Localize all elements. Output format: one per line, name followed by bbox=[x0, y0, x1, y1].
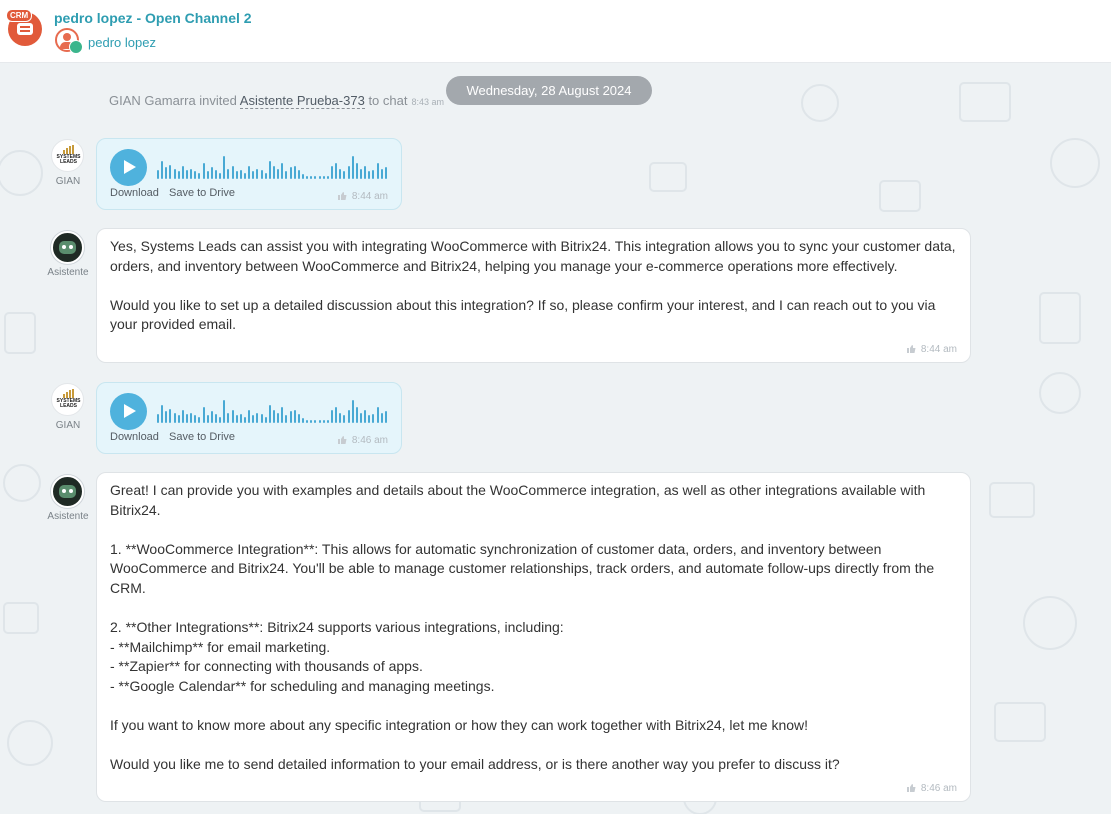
waveform-bar bbox=[256, 413, 258, 423]
waveform-bar bbox=[281, 407, 283, 423]
waveform-bar bbox=[298, 414, 300, 423]
text-message bbox=[96, 228, 971, 363]
play-icon[interactable] bbox=[110, 393, 147, 430]
waveform-bar bbox=[356, 163, 358, 179]
waveform-bar bbox=[236, 171, 238, 179]
chat-header bbox=[0, 0, 1111, 63]
waveform-bar bbox=[244, 173, 246, 180]
system-message-actor: GIAN Gamarra invited bbox=[109, 93, 237, 108]
waveform-bar bbox=[327, 420, 329, 423]
system-message-time: 8:43 am bbox=[411, 97, 444, 107]
waveform-bar bbox=[227, 169, 229, 179]
waveform-bar bbox=[335, 407, 337, 423]
message-time: 8:44 am bbox=[338, 191, 388, 202]
message-time: 8:46 am bbox=[907, 783, 957, 794]
waveform-bar bbox=[352, 400, 354, 423]
waveform-bar bbox=[339, 413, 341, 423]
waveform-bar bbox=[240, 414, 242, 423]
invited-user-link[interactable]: Asistente Prueba-373 bbox=[239, 93, 365, 108]
waveform-bar bbox=[198, 173, 200, 180]
system-message-suffix: to chat bbox=[368, 93, 408, 108]
waveform-bar bbox=[327, 176, 329, 179]
message-time: 8:44 am bbox=[907, 344, 957, 355]
waveform-bar bbox=[281, 163, 283, 179]
waveform-bar bbox=[273, 166, 275, 179]
message-time: 8:46 am bbox=[338, 435, 388, 446]
waveform-bar bbox=[252, 171, 254, 179]
waveform-bar bbox=[215, 414, 217, 423]
waveform-bar bbox=[194, 171, 196, 179]
chat-area[interactable] bbox=[0, 63, 1111, 814]
waveform-bar bbox=[157, 414, 159, 423]
waveform-bar bbox=[372, 414, 374, 423]
waveform-bar bbox=[335, 163, 337, 179]
waveform-bar bbox=[223, 156, 225, 179]
waveform-bar bbox=[310, 420, 312, 423]
avatar-asistente[interactable] bbox=[51, 231, 84, 264]
author-name: GIAN bbox=[55, 176, 81, 187]
user-avatar[interactable] bbox=[55, 28, 79, 52]
waveform-bar bbox=[182, 410, 184, 423]
waveform-bar bbox=[265, 173, 267, 180]
waveform-bar bbox=[161, 405, 163, 423]
like-icon[interactable] bbox=[907, 345, 916, 353]
system-message bbox=[109, 93, 444, 108]
waveform-bar bbox=[207, 171, 209, 179]
waveform-bar bbox=[285, 415, 287, 423]
waveform-bar bbox=[190, 413, 192, 423]
waveform-bar bbox=[194, 415, 196, 423]
waveform-bar bbox=[294, 166, 296, 179]
waveform-bar bbox=[215, 170, 217, 179]
waveform-bar bbox=[368, 171, 370, 179]
waveform-bar bbox=[223, 400, 225, 423]
waveform-bar bbox=[174, 413, 176, 423]
waveform-bar bbox=[385, 411, 387, 423]
save-to-drive-link[interactable]: Save to Drive bbox=[169, 431, 236, 443]
avatar-logo-text: SYSTEMS LEADS bbox=[56, 154, 81, 165]
message-text: Yes, Systems Leads can assist you with integrating WooCommerce with Bitrix24. This integration allows you to sync your customer data, orders, and inventory between WooCommerce and Bitrix24, helping you manage your e-commerce operations more effectively. Would you like to set up a detailed discussion about this integration? If so, please confirm your interest, and I can reach out to you via your provided email. bbox=[110, 238, 956, 333]
audio-message bbox=[96, 138, 402, 210]
audio-waveform[interactable] bbox=[157, 395, 389, 425]
waveform-bar bbox=[261, 414, 263, 423]
waveform-bar bbox=[314, 176, 316, 179]
waveform-bar bbox=[190, 169, 192, 179]
waveform-bar bbox=[343, 171, 345, 179]
waveform-bar bbox=[372, 170, 374, 179]
waveform-bar bbox=[261, 170, 263, 179]
waveform-bar bbox=[381, 413, 383, 423]
play-icon[interactable] bbox=[110, 149, 147, 186]
crm-badge: CRM bbox=[6, 9, 32, 22]
waveform-bar bbox=[244, 417, 246, 424]
waveform-bar bbox=[298, 170, 300, 179]
message-text: Great! I can provide you with examples and details about the WooCommerce integration, as well as other integrations available with Bitrix24. 1. **WooCommerce Integration**: This allows for automatic synchronization of customer data, orders, and inventory between WooCommerce and Bitrix24. You'll be able to manage customer relationships, track orders, and automate follow-ups directly from the CRM. 2. **Other Integrations**: Bitrix24 supports various integrations, including: - **Mailchimp** for email marketing. - **Zapier** for connecting with thousands of apps. - **Google Calendar** for scheduling and managing meetings. If you want to know more about any specific integration or how they can work together with Bitrix24, let me know! Would you like me to send detailed information to your email address, or is there another way you prefer to discuss it? bbox=[110, 482, 935, 773]
waveform-bar bbox=[277, 413, 279, 423]
waveform-bar bbox=[385, 167, 387, 179]
waveform-bar bbox=[306, 420, 308, 423]
waveform-bar bbox=[331, 410, 333, 423]
waveform-bar bbox=[161, 161, 163, 179]
waveform-bar bbox=[368, 415, 370, 423]
waveform-bar bbox=[319, 420, 321, 423]
waveform-bar bbox=[157, 170, 159, 179]
waveform-bar bbox=[290, 167, 292, 179]
waveform-bar bbox=[339, 169, 341, 179]
waveform-bar bbox=[273, 410, 275, 423]
waveform-bar bbox=[240, 170, 242, 179]
waveform-bar bbox=[331, 166, 333, 179]
waveform-bar bbox=[269, 405, 271, 423]
waveform-bar bbox=[178, 415, 180, 423]
waveform-bar bbox=[294, 410, 296, 423]
waveform-bar bbox=[356, 407, 358, 423]
waveform-bar bbox=[186, 170, 188, 179]
waveform-bar bbox=[277, 169, 279, 179]
waveform-bar bbox=[169, 409, 171, 423]
waveform-bar bbox=[306, 176, 308, 179]
waveform-bar bbox=[302, 174, 304, 179]
waveform-bar bbox=[182, 166, 184, 179]
systems-leads-logo-icon bbox=[63, 389, 75, 398]
waveform-bar bbox=[232, 166, 234, 179]
waveform-bar bbox=[323, 420, 325, 423]
chat-title[interactable]: pedro lopez - Open Channel 2 bbox=[54, 10, 252, 26]
waveform-bar bbox=[248, 166, 250, 179]
waveform-bar bbox=[269, 161, 271, 179]
waveform-bar bbox=[219, 417, 221, 424]
like-icon[interactable] bbox=[338, 436, 347, 444]
waveform-bar bbox=[232, 410, 234, 423]
waveform-bar bbox=[285, 171, 287, 179]
waveform-bar bbox=[248, 410, 250, 423]
systems-leads-logo-icon bbox=[63, 145, 75, 154]
waveform-bar bbox=[265, 417, 267, 424]
waveform-bar bbox=[314, 420, 316, 423]
avatar-logo-text: SYSTEMS LEADS bbox=[56, 398, 81, 409]
text-message bbox=[96, 472, 971, 802]
waveform-bar bbox=[364, 410, 366, 423]
waveform-bar bbox=[364, 166, 366, 179]
waveform-bar bbox=[211, 411, 213, 423]
audio-waveform[interactable] bbox=[157, 151, 389, 181]
waveform-bar bbox=[169, 165, 171, 179]
chat-subtitle[interactable]: pedro lopez bbox=[88, 35, 156, 50]
waveform-bar bbox=[377, 407, 379, 423]
waveform-bar bbox=[178, 171, 180, 179]
waveform-bar bbox=[198, 417, 200, 424]
waveform-bar bbox=[207, 415, 209, 423]
avatar-gian[interactable] bbox=[51, 139, 84, 172]
like-icon[interactable] bbox=[338, 192, 347, 200]
waveform-bar bbox=[219, 173, 221, 180]
waveform-bar bbox=[302, 418, 304, 423]
open-channel-icon bbox=[69, 40, 83, 54]
waveform-bar bbox=[256, 169, 258, 179]
save-to-drive-link[interactable]: Save to Drive bbox=[169, 187, 236, 199]
waveform-bar bbox=[348, 166, 350, 179]
waveform-bar bbox=[227, 413, 229, 423]
waveform-bar bbox=[323, 176, 325, 179]
waveform-bar bbox=[381, 169, 383, 179]
waveform-bar bbox=[360, 169, 362, 179]
author-name: GIAN bbox=[55, 420, 81, 431]
waveform-bar bbox=[360, 413, 362, 423]
waveform-bar bbox=[319, 176, 321, 179]
author-name: Asistente bbox=[47, 511, 89, 522]
waveform-bar bbox=[377, 163, 379, 179]
waveform-bar bbox=[165, 411, 167, 423]
bot-icon bbox=[59, 241, 76, 254]
download-link[interactable]: Download bbox=[110, 187, 159, 199]
waveform-bar bbox=[348, 410, 350, 423]
waveform-bar bbox=[352, 156, 354, 179]
waveform-bar bbox=[203, 407, 205, 423]
waveform-bar bbox=[186, 414, 188, 423]
waveform-bar bbox=[290, 411, 292, 423]
waveform-bar bbox=[211, 167, 213, 179]
waveform-bar bbox=[174, 169, 176, 179]
avatar-gian[interactable] bbox=[51, 383, 84, 416]
waveform-bar bbox=[236, 415, 238, 423]
bot-icon bbox=[59, 485, 76, 498]
waveform-bar bbox=[203, 163, 205, 179]
waveform-bar bbox=[343, 415, 345, 423]
audio-message bbox=[96, 382, 402, 454]
like-icon[interactable] bbox=[907, 784, 916, 792]
author-name: Asistente bbox=[47, 267, 89, 278]
waveform-bar bbox=[252, 415, 254, 423]
download-link[interactable]: Download bbox=[110, 431, 159, 443]
date-divider: Wednesday, 28 August 2024 bbox=[446, 76, 652, 105]
waveform-bar bbox=[310, 176, 312, 179]
avatar-asistente[interactable] bbox=[51, 475, 84, 508]
waveform-bar bbox=[165, 167, 167, 179]
